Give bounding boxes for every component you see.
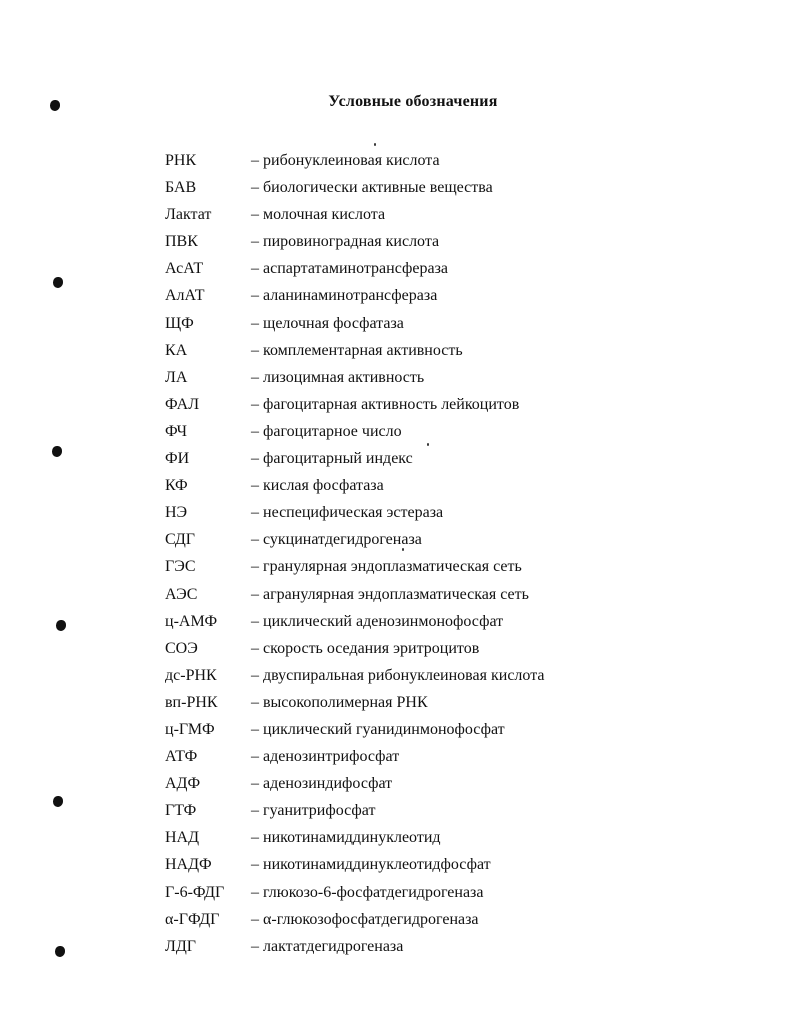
definition: – α-глюкозофосфатдегидрогеназа — [251, 910, 479, 928]
list-item — [165, 310, 544, 337]
definition: – щелочная фосфатаза — [251, 314, 404, 332]
binder-hole-mark — [53, 277, 63, 288]
abbreviation: КА — [165, 341, 188, 359]
list-item — [165, 445, 544, 472]
abbreviation: ПВК — [165, 233, 198, 251]
abbreviation: СОЭ — [165, 639, 198, 657]
list-item — [165, 228, 544, 255]
abbreviation: НАД — [165, 829, 200, 847]
abbreviation: дс-РНК — [165, 666, 217, 684]
definition: – никотинамиддинуклеотидфосфат — [251, 856, 491, 874]
list-item — [165, 418, 544, 445]
definition: – двуспиральная рибонуклеиновая кислота — [251, 666, 545, 684]
definition: – глюкозо-6-фосфатдегидрогеназа — [251, 883, 484, 901]
list-item — [165, 689, 544, 716]
abbreviation: НАДФ — [165, 856, 212, 874]
definition: – биологически активные вещества — [251, 179, 493, 197]
definition: – аланинаминотрансфераза — [251, 287, 438, 305]
list-item — [165, 851, 544, 878]
definition: – кислая фосфатаза — [251, 477, 384, 495]
list-item — [165, 553, 544, 580]
definition: – высокополимерная РНК — [251, 693, 428, 711]
abbreviation: ФЧ — [165, 422, 188, 440]
list-item — [165, 174, 544, 201]
list-item — [165, 933, 544, 960]
definition: – молочная кислота — [251, 206, 386, 224]
abbreviation: АсАТ — [165, 260, 204, 278]
definition: – фагоцитарный индекс — [251, 450, 413, 468]
abbreviation: АТФ — [165, 748, 198, 766]
list-item — [165, 716, 544, 743]
abbreviation: ГЭС — [165, 558, 196, 576]
definition: – фагоцитарное число — [251, 422, 402, 440]
definition: – сукцинатдегидрогеназа — [251, 531, 422, 549]
abbreviation: СДГ — [165, 531, 196, 549]
list-item — [165, 797, 544, 824]
definition: – лактатдегидрогеназа — [251, 937, 404, 955]
binder-hole-mark — [53, 796, 63, 807]
list-item — [165, 391, 544, 418]
abbreviation: КФ — [165, 477, 188, 495]
list-item — [165, 743, 544, 770]
list-item — [165, 662, 544, 689]
definition: – гранулярная эндоплазматическая сеть — [251, 558, 522, 576]
definition: – комплементарная активность — [251, 341, 463, 359]
abbreviation: ц-АМФ — [165, 612, 218, 630]
list-item — [165, 472, 544, 499]
abbreviation: ЛДГ — [165, 937, 197, 955]
abbreviation: вп-РНК — [165, 693, 218, 711]
abbreviation: Лактат — [165, 206, 212, 224]
abbreviation: ЩФ — [165, 314, 194, 332]
list-item — [165, 879, 544, 906]
definition: – неспецифическая эстераза — [251, 504, 444, 522]
list-item — [165, 364, 544, 391]
definition: – гуанитрифосфат — [251, 802, 376, 820]
binder-hole-mark — [52, 446, 62, 457]
definition: – аденозинтрифосфат — [251, 748, 400, 766]
list-item — [165, 201, 544, 228]
list-item — [165, 608, 544, 635]
list-item — [165, 526, 544, 553]
abbreviation: ц-ГМФ — [165, 720, 215, 738]
list-item — [165, 906, 544, 933]
definition: – агранулярная эндоплазматическая сеть — [251, 585, 529, 603]
list-item — [165, 635, 544, 662]
abbreviation: АлАТ — [165, 287, 205, 305]
definition: – аденозиндифосфат — [251, 775, 393, 793]
abbreviation: АДФ — [165, 775, 201, 793]
abbreviation: ФАЛ — [165, 395, 200, 413]
abbreviation: АЭС — [165, 585, 198, 603]
list-item — [165, 824, 544, 851]
abbreviation: Г-6-ФДГ — [165, 883, 225, 901]
list-item — [165, 770, 544, 797]
abbreviation: БАВ — [165, 179, 197, 197]
definition: – циклический гуанидинмонофосфат — [251, 720, 505, 738]
binder-hole-mark — [56, 620, 66, 631]
abbreviation: НЭ — [165, 504, 188, 522]
abbreviation-list — [165, 147, 544, 960]
definition: – аспартатаминотрансфераза — [251, 260, 448, 278]
abbreviation: α-ГФДГ — [165, 910, 220, 928]
definition: – фагоцитарная активность лейкоцитов — [251, 395, 520, 413]
abbreviation: ФИ — [165, 450, 190, 468]
definition: – рибонуклеиновая кислота — [251, 152, 440, 169]
abbreviation: ЛА — [165, 368, 188, 386]
definition: – никотинамиддинуклеотид — [251, 829, 441, 847]
abbreviation: РНК — [165, 152, 197, 169]
page-title: Условные обозначения — [328, 93, 498, 110]
list-item — [165, 147, 544, 174]
definition: – циклический аденозинмонофосфат — [251, 612, 504, 630]
definition: – скорость оседания эритроцитов — [251, 639, 480, 657]
list-item — [165, 499, 544, 526]
scan-speck — [374, 143, 376, 146]
list-item — [165, 282, 544, 309]
definition: – пировиноградная кислота — [251, 233, 440, 251]
list-item — [165, 581, 544, 608]
definition: – лизоцимная активность — [251, 368, 425, 386]
list-item — [165, 337, 544, 364]
abbreviation: ГТФ — [165, 802, 197, 820]
binder-hole-mark — [55, 946, 65, 957]
list-item — [165, 255, 544, 282]
